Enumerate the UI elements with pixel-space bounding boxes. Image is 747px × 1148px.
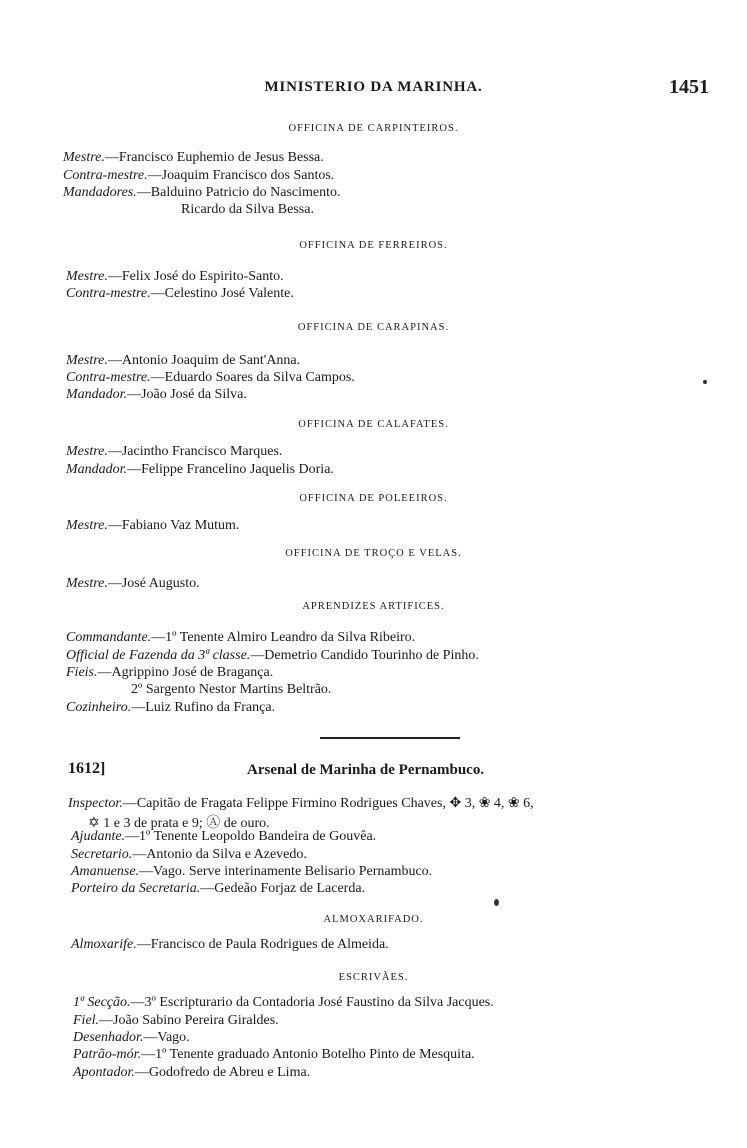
entry-line bbox=[66, 387, 247, 403]
section-heading-troco: OFFICINA DE TROÇO E VELAS. bbox=[285, 548, 462, 559]
entry-label: Contra-mestre. bbox=[66, 370, 151, 385]
entry-text: 4, bbox=[493, 796, 505, 811]
entry-text: —José Augusto. bbox=[107, 576, 200, 591]
entry-label: Porteiro da Secretaria. bbox=[71, 881, 201, 896]
entry-text: —3º Escripturario da Contadoria José Faustino da Silva Jacques. bbox=[130, 995, 494, 1010]
entry-text: —Fabiano Vaz Mutum. bbox=[107, 518, 240, 533]
entry-text: de ouro. bbox=[223, 816, 270, 831]
entry-text: —Luiz Rufino da França. bbox=[131, 700, 276, 715]
entry-text: —Jacintho Francisco Marques. bbox=[107, 444, 283, 459]
arsenal-title: Arsenal de Marinha de Pernambuco. bbox=[247, 762, 485, 778]
rose-medal-icon: ❀ bbox=[507, 796, 520, 811]
entry-text: 2º Sargento Nestor Martins Beltrão. bbox=[131, 682, 332, 697]
entry-line bbox=[66, 700, 275, 716]
section-heading-almoxarifado: ALMOXARIFADO. bbox=[323, 914, 424, 925]
star-medal-icon: ✡ bbox=[88, 816, 100, 831]
entry-text: —Felippe Francelino Jaquelis Doria. bbox=[127, 462, 334, 477]
ink-speck bbox=[703, 380, 707, 384]
section-heading-escrivaes: ESCRIVÃES. bbox=[338, 972, 409, 983]
entry-text: —Celestino José Valente. bbox=[150, 286, 294, 301]
entry-text: Ricardo da Silva Bessa. bbox=[181, 202, 314, 217]
section-heading-ferreiros: OFFICINA DE FERREIROS. bbox=[299, 240, 448, 251]
entry-label: Mandador. bbox=[66, 462, 128, 477]
entry-line bbox=[71, 829, 376, 845]
entry-text: —Francisco de Paula Rodrigues de Almeida. bbox=[136, 937, 389, 952]
entry-label: 1ª Secção. bbox=[73, 995, 131, 1010]
entry-label: Cozinheiro. bbox=[66, 700, 132, 715]
entry-line bbox=[71, 937, 389, 953]
entry-label: Secretario. bbox=[71, 847, 133, 862]
entry-label: Contra-mestre. bbox=[66, 286, 151, 301]
entry-label: Fiel. bbox=[73, 1013, 100, 1028]
page-number: 1451 bbox=[669, 76, 709, 98]
entry-text: —Godofredo de Abreu e Lima. bbox=[134, 1065, 311, 1080]
entry-text: —1º Tenente Almiro Leandro da Silva Ribeiro. bbox=[151, 630, 416, 645]
entry-label: Apontador. bbox=[73, 1065, 135, 1080]
entry-text: —Balduino Patricio do Nascimento. bbox=[136, 185, 341, 200]
entry-line bbox=[71, 864, 432, 880]
entry-text: 1 e 3 de prata e 9; bbox=[103, 816, 203, 831]
section-heading-poleeiros: OFFICINA DE POLEEIROS. bbox=[299, 493, 448, 504]
section-divider bbox=[320, 737, 460, 739]
entry-label: Official de Fazenda da 3ª classe. bbox=[66, 648, 251, 663]
entry-line bbox=[66, 269, 284, 285]
section-heading-calafates: OFFICINA DE CALAFATES. bbox=[298, 419, 449, 430]
entry-label: Commandante. bbox=[66, 630, 152, 645]
entry-text: 6, bbox=[523, 796, 534, 811]
entry-text: —Felix José do Espirito-Santo. bbox=[107, 269, 284, 284]
entry-label: Almoxarife. bbox=[71, 937, 137, 952]
entry-line bbox=[68, 795, 534, 812]
entry-label: Patrão-mór. bbox=[73, 1047, 142, 1062]
entry-line bbox=[66, 353, 300, 369]
entry-label: Contra-mestre. bbox=[63, 168, 148, 183]
circled-a-medal-icon: Ⓐ bbox=[206, 816, 221, 831]
entry-text: 3, bbox=[464, 796, 476, 811]
entry-text: —João José da Silva. bbox=[127, 387, 247, 402]
ink-speck bbox=[494, 899, 499, 906]
entry-text: —Joaquim Francisco dos Santos. bbox=[147, 168, 335, 183]
cross-medal-icon: ✥ bbox=[449, 796, 462, 811]
section-heading-carpinteiros: OFFICINA DE CARPINTEIROS. bbox=[288, 123, 459, 134]
entry-label: Mestre. bbox=[66, 444, 108, 459]
entry-text: —Gedeão Forjaz de Lacerda. bbox=[200, 881, 366, 896]
entry-line bbox=[66, 648, 479, 664]
entry-line bbox=[131, 682, 331, 698]
entry-text: —João Sabino Pereira Giraldes. bbox=[99, 1013, 279, 1028]
entry-text: —Francisco Euphemio de Jesus Bessa. bbox=[104, 150, 324, 165]
entry-text: —Demetrio Candido Tourinho de Pinho. bbox=[250, 648, 479, 663]
entry-label: Mestre. bbox=[66, 353, 108, 368]
section-heading-carapinas: OFFICINA DE CARAPINAS. bbox=[297, 322, 450, 333]
entry-label: Mandadores. bbox=[63, 185, 137, 200]
entry-label: Mandador. bbox=[66, 387, 128, 402]
entry-label: Mestre. bbox=[66, 576, 108, 591]
entry-text: —1º Tenente graduado Antonio Botelho Pinto de Mesquita. bbox=[141, 1047, 475, 1062]
entry-label: Mestre. bbox=[66, 269, 108, 284]
entry-label: Mestre. bbox=[63, 150, 105, 165]
entry-label: Ajudante. bbox=[71, 829, 126, 844]
rose-medal-icon: ❀ bbox=[478, 796, 491, 811]
entry-line bbox=[73, 1013, 279, 1029]
entry-text: —Eduardo Soares da Silva Campos. bbox=[150, 370, 355, 385]
entry-line bbox=[66, 286, 294, 302]
item-number: 1612] bbox=[68, 760, 106, 777]
entry-line bbox=[71, 847, 307, 863]
entry-line bbox=[66, 630, 415, 646]
entry-line bbox=[66, 462, 334, 478]
section-heading-aprendizes: APRENDIZES ARTIFICES. bbox=[302, 601, 445, 612]
entry-text: —Capitão de Fragata Felippe Firmino Rodrigues Chaves, bbox=[122, 796, 446, 811]
entry-text: —1º Tenente Leopoldo Bandeira de Gouvêa. bbox=[125, 829, 377, 844]
entry-line bbox=[66, 665, 273, 681]
entry-text: —Agrippino José de Bragança. bbox=[97, 665, 274, 680]
entry-label: Fieis. bbox=[66, 665, 98, 680]
entry-text: —Antonio da Silva e Azevedo. bbox=[132, 847, 307, 862]
entry-line bbox=[73, 1065, 310, 1081]
entry-text: —Vago. Serve interinamente Belisario Pernambuco. bbox=[139, 864, 433, 879]
entry-line bbox=[71, 881, 365, 897]
entry-label: Amanuense. bbox=[71, 864, 140, 879]
entry-label: Desenhador. bbox=[73, 1030, 144, 1045]
entry-line bbox=[181, 202, 314, 218]
entry-line bbox=[73, 1030, 190, 1046]
entry-line bbox=[63, 168, 334, 184]
running-title: MINISTERIO DA MARINHA. bbox=[264, 79, 483, 95]
entry-label: Inspector. bbox=[68, 796, 123, 811]
entry-text: —Antonio Joaquim de Sant'Anna. bbox=[107, 353, 301, 368]
entry-line bbox=[66, 576, 200, 592]
entry-label: Mestre. bbox=[66, 518, 108, 533]
entry-text: —Vago. bbox=[143, 1030, 190, 1045]
entry-line bbox=[63, 150, 324, 166]
entry-line bbox=[63, 185, 341, 201]
entry-line bbox=[66, 370, 355, 386]
entry-line bbox=[73, 995, 494, 1011]
entry-line bbox=[66, 444, 282, 460]
entry-line bbox=[66, 518, 239, 534]
entry-line bbox=[73, 1047, 475, 1063]
